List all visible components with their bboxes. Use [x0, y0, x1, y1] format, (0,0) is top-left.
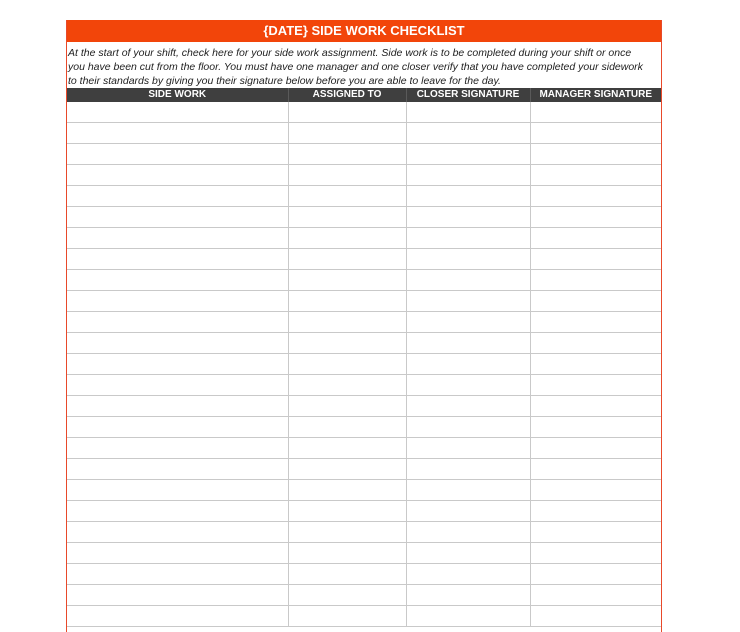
table-row: [67, 564, 661, 585]
assigned-to-cell[interactable]: [288, 228, 406, 249]
side-work-cell[interactable]: [67, 291, 288, 312]
instructions-text: [67, 42, 661, 88]
side-work-cell[interactable]: [67, 249, 288, 270]
assigned-to-cell[interactable]: [288, 417, 406, 438]
table-row: [67, 396, 661, 417]
closer-signature-cell[interactable]: [406, 144, 530, 165]
side-work-cell[interactable]: [67, 333, 288, 354]
closer-signature-cell[interactable]: [406, 186, 530, 207]
manager-signature-cell[interactable]: [530, 249, 661, 270]
table-row: [67, 270, 661, 291]
table-row: [67, 522, 661, 543]
side-work-cell[interactable]: [67, 144, 288, 165]
assigned-to-cell[interactable]: [288, 333, 406, 354]
closer-signature-cell[interactable]: [406, 543, 530, 564]
manager-signature-cell[interactable]: [530, 228, 661, 249]
closer-signature-cell[interactable]: [406, 564, 530, 585]
assigned-to-cell[interactable]: [288, 438, 406, 459]
manager-signature-cell[interactable]: [530, 123, 661, 144]
assigned-to-cell[interactable]: [288, 480, 406, 501]
manager-signature-cell[interactable]: [530, 459, 661, 480]
manager-signature-cell[interactable]: [530, 270, 661, 291]
manager-signature-cell[interactable]: [530, 522, 661, 543]
side-work-cell[interactable]: [67, 606, 288, 627]
side-work-cell[interactable]: [67, 123, 288, 144]
manager-signature-cell[interactable]: [530, 102, 661, 123]
instructions-line: to their standards by giving you their signature below before you are able to leave for the day.: [68, 75, 501, 87]
table-row: [67, 249, 661, 270]
assigned-to-cell[interactable]: [288, 291, 406, 312]
side-work-cell[interactable]: [67, 396, 288, 417]
closer-signature-cell[interactable]: [406, 522, 530, 543]
assigned-to-cell[interactable]: [288, 312, 406, 333]
side-work-cell[interactable]: [67, 270, 288, 291]
assigned-to-cell[interactable]: [288, 207, 406, 228]
manager-signature-cell[interactable]: [530, 207, 661, 228]
manager-signature-cell[interactable]: [530, 564, 661, 585]
manager-signature-cell[interactable]: [530, 186, 661, 207]
closer-signature-cell[interactable]: [406, 207, 530, 228]
closer-signature-cell[interactable]: [406, 123, 530, 144]
manager-signature-cell[interactable]: [530, 438, 661, 459]
manager-signature-cell[interactable]: [530, 543, 661, 564]
closer-signature-cell[interactable]: [406, 375, 530, 396]
closer-signature-cell[interactable]: [406, 585, 530, 606]
table-row: [67, 312, 661, 333]
table-row: [67, 165, 661, 186]
closer-signature-cell[interactable]: [406, 354, 530, 375]
column-header-manager-signature: MANAGER SIGNATURE: [530, 88, 661, 102]
side-work-cell[interactable]: [67, 501, 288, 522]
manager-signature-cell[interactable]: [530, 396, 661, 417]
checklist-sheet: [66, 20, 662, 632]
closer-signature-cell[interactable]: [406, 480, 530, 501]
manager-signature-cell[interactable]: [530, 165, 661, 186]
table-header-row: [67, 88, 661, 102]
side-work-cell[interactable]: [67, 585, 288, 606]
table-row: [67, 543, 661, 564]
assigned-to-cell[interactable]: [288, 585, 406, 606]
closer-signature-cell[interactable]: [406, 249, 530, 270]
column-header-side-work: SIDE WORK: [67, 88, 288, 102]
side-work-cell[interactable]: [67, 375, 288, 396]
assigned-to-cell[interactable]: [288, 606, 406, 627]
closer-signature-cell[interactable]: [406, 606, 530, 627]
manager-signature-cell[interactable]: [530, 501, 661, 522]
closer-signature-cell[interactable]: [406, 417, 530, 438]
closer-signature-cell[interactable]: [406, 228, 530, 249]
assigned-to-cell[interactable]: [288, 270, 406, 291]
side-work-cell[interactable]: [67, 102, 288, 123]
checklist-table: [67, 88, 661, 627]
table-row: [67, 354, 661, 375]
table-row: [67, 606, 661, 627]
manager-signature-cell[interactable]: [530, 144, 661, 165]
side-work-cell[interactable]: [67, 480, 288, 501]
assigned-to-cell[interactable]: [288, 144, 406, 165]
manager-signature-cell[interactable]: [530, 312, 661, 333]
closer-signature-cell[interactable]: [406, 102, 530, 123]
table-row: [67, 102, 661, 123]
assigned-to-cell[interactable]: [288, 543, 406, 564]
manager-signature-cell[interactable]: [530, 606, 661, 627]
side-work-cell[interactable]: [67, 207, 288, 228]
manager-signature-cell[interactable]: [530, 333, 661, 354]
column-header-assigned-to: ASSIGNED TO: [288, 88, 406, 102]
instructions-line: At the start of your shift, check here for your side work assignment. Side work is to be completed during your shift or once: [68, 47, 632, 59]
side-work-cell[interactable]: [67, 417, 288, 438]
side-work-cell[interactable]: [67, 312, 288, 333]
closer-signature-cell[interactable]: [406, 333, 530, 354]
assigned-to-cell[interactable]: [288, 396, 406, 417]
side-work-cell[interactable]: [67, 354, 288, 375]
assigned-to-cell[interactable]: [288, 564, 406, 585]
assigned-to-cell[interactable]: [288, 375, 406, 396]
closer-signature-cell[interactable]: [406, 312, 530, 333]
table-row: [67, 186, 661, 207]
table-row: [67, 501, 661, 522]
manager-signature-cell[interactable]: [530, 480, 661, 501]
assigned-to-cell[interactable]: [288, 123, 406, 144]
assigned-to-cell[interactable]: [288, 102, 406, 123]
closer-signature-cell[interactable]: [406, 501, 530, 522]
side-work-cell[interactable]: [67, 438, 288, 459]
table-row: [67, 207, 661, 228]
assigned-to-cell[interactable]: [288, 522, 406, 543]
side-work-cell[interactable]: [67, 522, 288, 543]
table-row: [67, 228, 661, 249]
table-row: [67, 459, 661, 480]
assigned-to-cell[interactable]: [288, 186, 406, 207]
table-body: [67, 102, 661, 627]
side-work-cell[interactable]: [67, 165, 288, 186]
instructions-line: you have been cut from the floor. You must have one manager and one closer verify that you have completed your sidework: [68, 61, 643, 73]
side-work-cell[interactable]: [67, 186, 288, 207]
table-row: [67, 333, 661, 354]
closer-signature-cell[interactable]: [406, 396, 530, 417]
manager-signature-cell[interactable]: [530, 585, 661, 606]
side-work-cell[interactable]: [67, 459, 288, 480]
table-row: [67, 375, 661, 396]
column-header-closer-signature: CLOSER SIGNATURE: [406, 88, 530, 102]
table-row: [67, 291, 661, 312]
manager-signature-cell[interactable]: [530, 417, 661, 438]
table-row: [67, 438, 661, 459]
checklist-title: {DATE} SIDE WORK CHECKLIST: [67, 20, 661, 42]
table-row: [67, 144, 661, 165]
table-row: [67, 123, 661, 144]
table-row: [67, 417, 661, 438]
closer-signature-cell[interactable]: [406, 459, 530, 480]
assigned-to-cell[interactable]: [288, 165, 406, 186]
table-row: [67, 585, 661, 606]
side-work-cell[interactable]: [67, 228, 288, 249]
assigned-to-cell[interactable]: [288, 249, 406, 270]
side-work-cell[interactable]: [67, 564, 288, 585]
assigned-to-cell[interactable]: [288, 501, 406, 522]
assigned-to-cell[interactable]: [288, 354, 406, 375]
closer-signature-cell[interactable]: [406, 291, 530, 312]
assigned-to-cell[interactable]: [288, 459, 406, 480]
manager-signature-cell[interactable]: [530, 354, 661, 375]
side-work-cell[interactable]: [67, 543, 288, 564]
manager-signature-cell[interactable]: [530, 375, 661, 396]
closer-signature-cell[interactable]: [406, 438, 530, 459]
closer-signature-cell[interactable]: [406, 270, 530, 291]
closer-signature-cell[interactable]: [406, 165, 530, 186]
table-row: [67, 480, 661, 501]
manager-signature-cell[interactable]: [530, 291, 661, 312]
